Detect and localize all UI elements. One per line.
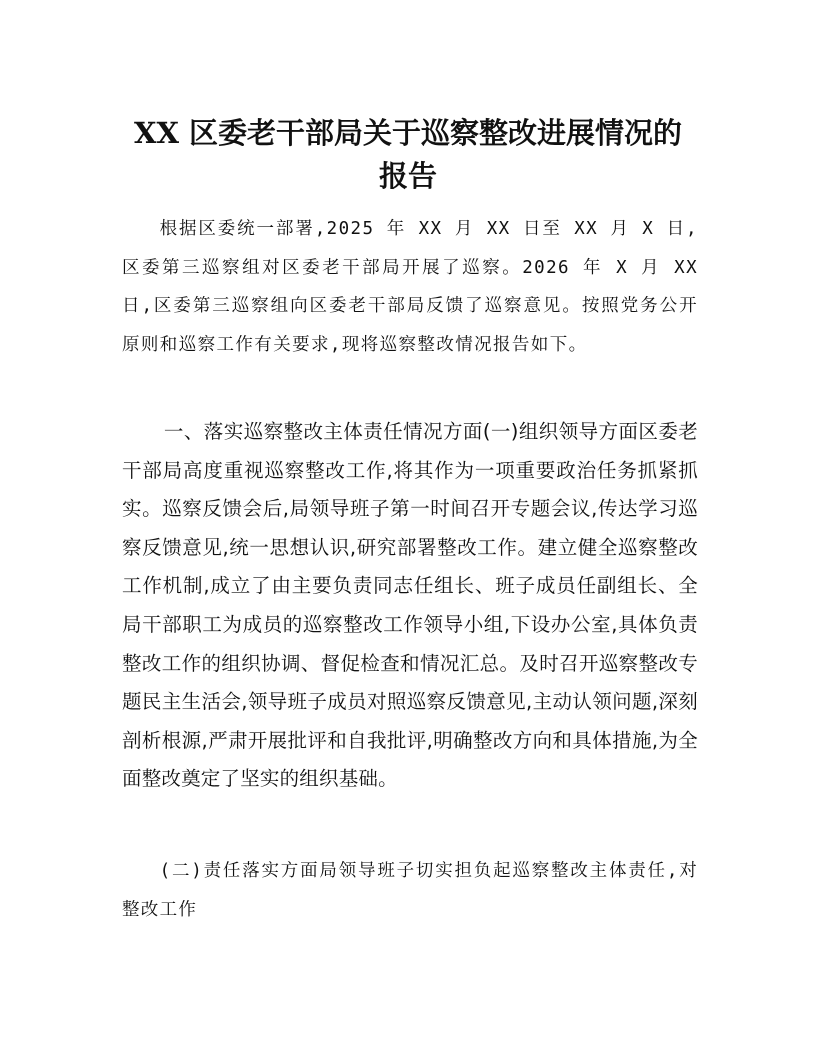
paragraph-intro: 根据区委统一部署,2025 年 XX 月 XX 日至 XX 月 X 日,区委第三巡察组对区委老干部局开展了巡察。2026 年 X 月 XX 日,区委第三巡察组向区委老干部局反馈了巡察意见。按照党务公开原则和巡察工作有关要求,现将巡察整改情况报告如下。 (122, 219, 698, 355)
page-title (100, 112, 716, 198)
paragraph-section-2: (二)责任落实方面局领导班子切实担负起巡察整改主体责任,对整改工作 (122, 861, 698, 920)
title-line-2: 报告 (378, 159, 437, 193)
title-line-1: XX 区委老干部局关于巡察整改进展情况的 (133, 116, 683, 150)
paragraph-section-1: 一、落实巡察整改主体责任情况方面(一)组织领导方面区委老干部局高度重视巡察整改工作,将其作为一项重要政治任务抓紧抓实。巡察反馈会后,局领导班子第一时间召开专题会议,传达学习巡察反馈意见,统一思想认识,研究部署整改工作。建立健全巡察整改工作机制,成立了由主要负责同志任组长、班子成员任副组长、全局干部职工为成员的巡察整改工作领导小组,下设办公室,具体负责整改工作的组织协调、督促检查和情况汇总。及时召开巡察整改专题民主生活会,领导班子成员对照巡察反馈意见,主动认领问题,深刻剖析根源,严肃开展批评和自我批评,明确整改方向和具体措施,为全面整改奠定了坚实的组织基础。 (122, 420, 698, 791)
